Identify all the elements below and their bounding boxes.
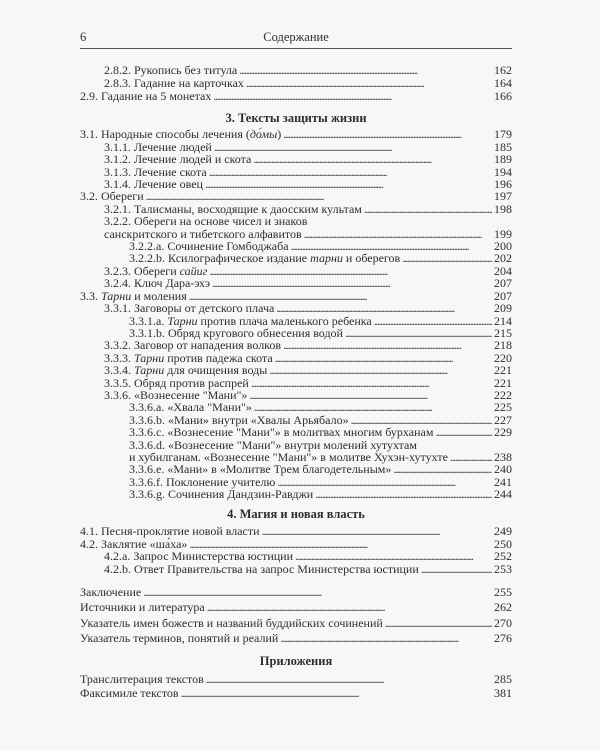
entry-page-number: 270 [494,615,512,630]
toc-entry[interactable] [80,585,512,600]
toc-entry[interactable] [80,90,512,103]
dot-leader [269,364,492,376]
toc-entry[interactable] [80,616,512,631]
entry-page-number: 209 [494,301,512,316]
dot-leader [251,377,492,389]
toc-entry[interactable] [80,178,512,190]
entry-title [104,563,419,576]
entry-title [80,631,278,646]
entry-page-number: 214 [494,313,512,328]
entry-row [129,426,512,438]
entry-title-text: 3.1.3. Лечение скота [104,164,207,179]
dot-leader [304,228,492,240]
running-header [80,30,512,49]
dot-leader [207,600,492,615]
entry-title-text: 3.3. [80,288,101,303]
entry-title-line: 3.2.2. Обереги на основе чисел и знаков [104,214,308,229]
dot-leader [345,327,492,339]
entry-title-text: 3.3.6. «Вознесение "Мани"» [104,387,248,402]
entry-page-number: 204 [494,263,512,278]
entry-page-number: 276 [494,631,512,646]
entry-title [80,686,179,700]
entry-row [129,488,512,500]
entry-page-number: 255 [494,585,512,599]
entry-page-number: 194 [494,164,512,179]
entry-title-line: 3.3.6.d. «Вознесение "Мани"» внутри молений хутухтам [129,437,417,452]
entry-page-number: 240 [494,462,512,477]
toc-block-chapter-2-end [80,64,512,102]
entry-title-text: 3.3.1.a. [129,313,168,328]
entry-title-text: 3.1.4. Лечение овец [104,177,203,192]
entry-title-text: для очищения воды [164,363,268,378]
toc-entry[interactable] [80,439,512,464]
dot-leader [206,672,492,686]
toc-entry[interactable] [80,672,512,686]
entry-title-text: 3.3.6.f. Поклонение учителю [129,474,276,489]
entry-page-number: 222 [494,387,512,402]
entry-title-text: 3.2. Обереги [80,189,144,204]
entry-title-text: Источники и литература [80,600,205,615]
toc-entry[interactable] [80,488,512,500]
entry-title-text: санскритского и тибетского алфавитов [104,226,302,241]
section-heading: 4. Магия и новая власть [227,507,365,521]
entry-title-text: Указатель терминов, понятий и реалий [80,631,279,646]
entry-title-text: Транслитерация текстов [80,672,204,686]
entry-page-number: 207 [494,288,512,303]
entry-title-text: и оберегов [342,251,401,266]
entry-row [80,616,512,631]
entry-title-italic: до́мы [249,127,278,142]
entry-page-number: 189 [494,152,512,167]
entry-page-number: 244 [494,487,512,502]
dot-leader [364,203,492,215]
entry-page-number: 185 [494,139,512,154]
entry-title-text: и хубилганам. «Вознесение "Мани"» в молитве Хухэн-хутухте [129,449,448,464]
entry-title-text: 3.3.3. [104,350,134,365]
entry-page-number: 202 [494,251,512,266]
entry-row [80,686,512,700]
entry-row [80,585,512,600]
entry-page-number: 179 [494,127,512,142]
entry-page-number: 262 [494,600,512,615]
dot-leader [249,389,492,401]
entry-title-text: 3.1. Народные способы лечения ( [80,127,250,142]
entry-title-text: 3.1.2. Лечение людей и скота [104,152,252,167]
entry-page-number: 221 [494,375,512,390]
dot-leader [262,525,492,538]
entry-title [80,672,204,686]
dot-leader [143,585,492,600]
toc-entry[interactable] [80,600,512,615]
dot-leader [246,77,492,90]
entry-page-number: 164 [494,75,512,90]
dot-leader [214,141,492,153]
entry-page-number: 381 [494,686,512,700]
dot-leader [450,451,492,463]
entry-title-text: 3.1.1. Лечение людей [104,139,212,154]
entry-title-italic: сайиг [179,263,208,278]
page-number: 6 [80,30,87,44]
dot-leader [315,488,492,500]
entry-title-text: Заключение [80,585,142,599]
entry-title-text: 3.2.4. Ключ Дара-эхэ [104,276,211,291]
entry-title-text: 3.2.2.a. Сочинение Гомбоджаба [129,239,289,254]
entry-page-number: 225 [494,400,512,415]
toc-entry[interactable] [80,631,512,646]
dot-leader [253,153,492,165]
section-heading: 3. Тексты защиты жизни [225,111,367,125]
toc-block-back-matter [80,585,512,647]
entry-title-text: 3.3.6.a. «Хвала "Мани"» [129,400,252,415]
dot-leader [393,463,492,475]
dot-leader [385,616,492,631]
entry-page-number: 253 [494,562,512,577]
entry-page-number: 241 [494,474,512,489]
entry-title-italic: Тарни [134,350,165,365]
entry-title [80,616,383,631]
toc-block-chapter-3 [80,112,512,501]
entry-row [104,563,512,576]
toc-entry[interactable] [80,563,512,576]
entry-page-number: 162 [494,63,512,77]
entry-title [129,426,433,438]
entry-title-text: 2.8.2. Рукопись без титула [104,63,238,77]
entry-row [80,672,512,686]
entry-title-text: 3.3.6.g. Сочинения Дандзин-Равджи [129,487,314,502]
entry-page-number: 249 [494,523,512,538]
entry-title [80,600,205,615]
dot-leader [275,352,492,364]
entry-page-number: 250 [494,536,512,551]
entry-page-number: 221 [494,363,512,378]
dot-leader [205,178,492,190]
dot-leader [181,686,492,700]
entry-title-italic: тарни [310,251,343,266]
entry-page-number: 198 [494,201,512,216]
toc-entry[interactable] [80,215,512,240]
entry-row [80,90,512,103]
entry-title-text: 4.2. Заклятие «ша́ха» [80,536,188,551]
entry-title-text: 3.3.5. Обряд против распрей [104,375,249,390]
entry-page-number: 218 [494,338,512,353]
entry-page-number: 252 [494,549,512,564]
entry-title-text: 2.9. Гадание на 5 монетах [80,88,212,103]
entry-title-text: 4.2.a. Запрос Министерства юстиции [104,549,294,564]
entry-page-number: 166 [494,88,512,103]
entry-row [80,600,512,615]
entry-title-text: 3.3.6.b. «Мани» внутри «Хвалы Арьябало» [129,412,349,427]
entry-page-number: 199 [494,226,512,241]
entry-page-number: 197 [494,189,512,204]
entry-page-number: 238 [494,449,512,464]
entry-page-number: 229 [494,425,512,440]
dot-leader [209,265,492,277]
entry-title-italic: Тарни [167,313,198,328]
dot-leader [283,128,492,140]
entry-title [80,90,211,103]
dot-leader [374,315,492,327]
entry-page-number: 227 [494,412,512,427]
entry-title-text: 3.3.6.e. «Мани» в «Молитве Трем благодетельным» [129,462,392,477]
section-heading: Приложения [259,654,333,668]
entry-title-text: 4.2.b. Ответ Правительства на запрос Министерства юстиции [104,562,419,577]
dot-leader [280,631,492,646]
entry-title-text: против падежа скота [164,350,273,365]
entry-title-text: Факсимиле текстов [80,686,179,700]
entry-page-number: 220 [494,350,512,365]
toc-entry[interactable] [80,686,512,700]
entry-page-number: 196 [494,177,512,192]
entry-title-italic: Тарни [101,288,132,303]
entry-title [129,488,313,500]
entry-title [80,585,141,600]
entry-title-text: 3.2.1. Талисманы, восходящие к даосским культам [104,201,362,216]
dot-leader [213,90,492,103]
entry-page-number: 200 [494,239,512,254]
entry-title-text: 4.1. Песня-проклятие новой власти [80,523,260,538]
entry-page-number: 207 [494,276,512,291]
entry-row [104,178,512,190]
entry-title-text: 3.3.2. Заговор от нападения волков [104,338,282,353]
toc-block-appendices [80,654,512,700]
dot-leader [212,277,492,289]
running-title: Содержание [263,30,329,44]
entry-title-text: 3.2.2.b. Ксилографическое издание [129,251,311,266]
dot-leader [283,339,492,351]
dot-leader [239,64,492,77]
entry-title-text: 3.3.1. Заговоры от детского плача [104,301,275,316]
toc-block-chapter-4 [80,508,512,576]
dot-leader [421,563,492,576]
entry-title-text: ) [277,127,282,142]
entry-page-number: 215 [494,325,512,340]
entry-row [80,631,512,646]
dot-leader [402,252,492,264]
entry-page-number: 285 [494,672,512,686]
entry-title-text: 3.3.6.c. «Вознесение "Мани"» в молитвах многим бурханам [129,425,434,440]
entry-title-text: Указатель имен божеств и названий буддийских сочинений [80,615,383,630]
entry-title-text: и моления [131,288,187,303]
entry-title-text: 3.3.4. [104,363,134,378]
entry-title-italic: Тарни [134,363,165,378]
entry-title-text: против плача маленького ребенка [197,313,372,328]
entry-title-text: 3.3.1.b. Обряд кругового обнесения водой [129,325,343,340]
toc-entry[interactable] [80,426,512,438]
entry-title-text: 3.2.3. Обереги [104,263,180,278]
entry-title-text: 2.8.3. Гадание на карточках [104,75,244,90]
dot-leader [209,166,492,178]
dot-leader [435,426,492,438]
